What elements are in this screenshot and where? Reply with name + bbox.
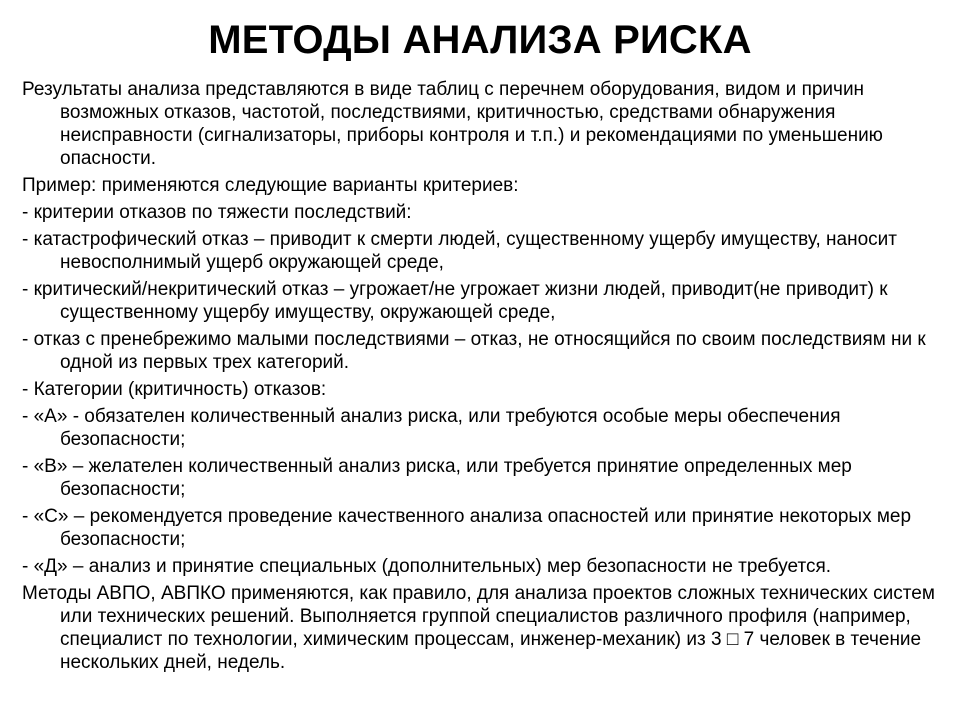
paragraph-methods: Методы АВПО, АВПКО применяются, как правило, для анализа проектов сложных технических систем или технических решений. Выполняется группой специалистов различного профиля (например, специалист по технологии, химическим процессам, инженер-механик) из 3 □ 7 человек в течение нескольких дней, недель.	[22, 583, 935, 673]
paragraph-criteria-severity: - критерии отказов по тяжести последствий:	[22, 202, 412, 223]
paragraph-negligible-failure: - отказ с пренебрежимо малыми последствиями – отказ, не относящийся по своим последствиям ни к одной из первых трех категорий.	[22, 329, 926, 373]
paragraph-example: Пример: применяются следующие варианты критериев:	[22, 175, 519, 196]
paragraph-critical-failure: - критический/некритический отказ – угрожает/не угрожает жизни людей, приводит(не приводит) к существенному ущербу имуществу, окружающей среде,	[22, 279, 888, 323]
paragraph-results: Результаты анализа представляются в виде таблиц с перечнем оборудования, видом и причин возможных отказов, частотой, последствиями, критичностью, средствами обнаружения неисправности (сигнализаторы, приборы контроля и т.п.) и рекомендациями по уменьшению опасности.	[22, 79, 883, 169]
paragraph-category-b: - «В» – желателен количественный анализ риска, или требуется принятие определенных мер безопасности;	[22, 456, 852, 500]
paragraph-category-d: - «Д» – анализ и принятие специальных (дополнительных) мер безопасности не требуется.	[22, 556, 832, 577]
paragraph-catastrophic-failure: - катастрофический отказ – приводит к смерти людей, существенному ущербу имуществу, наносит невосполнимый ущерб окружающей среде,	[22, 229, 897, 273]
paragraph-category-a: - «А» - обязателен количественный анализ риска, или требуются особые меры обеспечения безопасности;	[22, 406, 841, 450]
paragraph-category-c: - «С» – рекомендуется проведение качественного анализа опасностей или принятие некоторых мер безопасности;	[22, 506, 912, 550]
slide-body	[22, 78, 944, 678]
paragraph-criticality-categories: - Категории (критичность) отказов:	[22, 379, 327, 400]
slide-title: МЕТОДЫ АНАЛИЗА РИСКА	[208, 18, 752, 62]
